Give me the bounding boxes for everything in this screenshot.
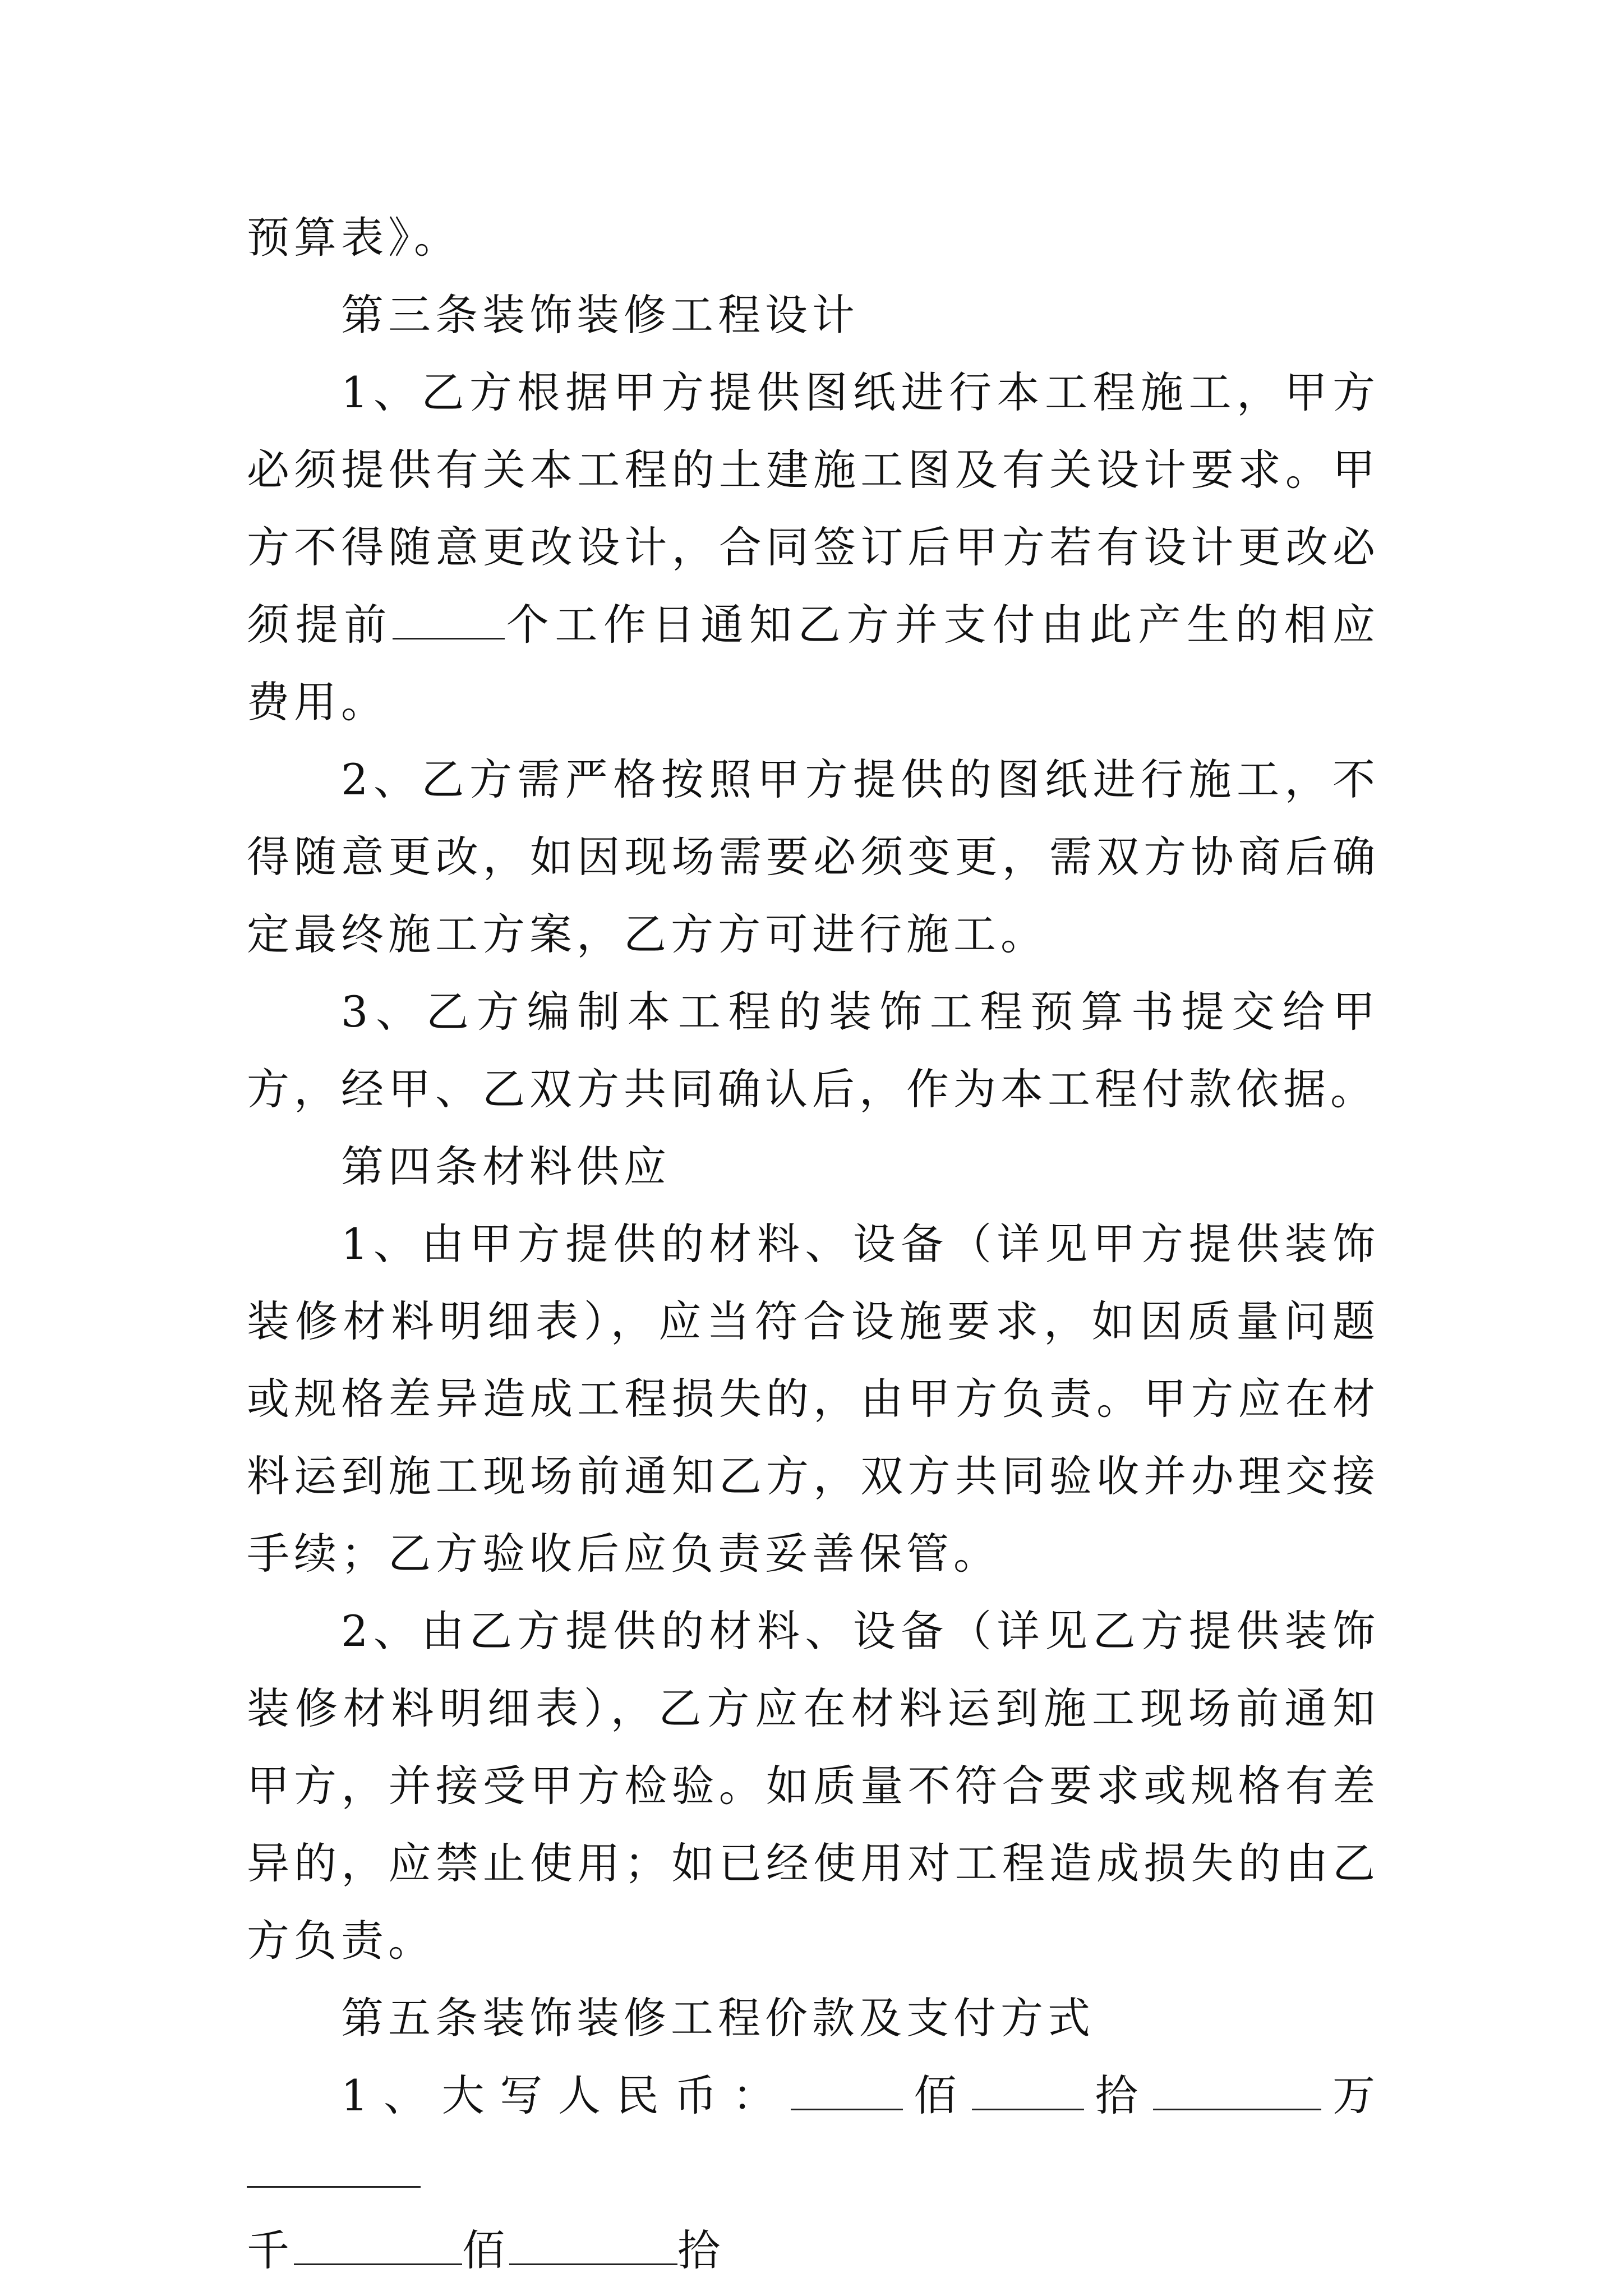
unit-bai-1: 佰 [902,2070,972,2120]
unit-wan: 万 [1321,2070,1380,2120]
article-3-heading: 第三条装饰装修工程设计 [341,290,859,340]
article-3-clause-1-text-a: 1、乙方根据甲方提供图纸进行本工程施工，甲方必须提供有关本工程的土建施工图及有关设计要求。甲方不得随意更改设计，合同签订后甲方若有设计更改必须提前 [247,367,1380,650]
article-5-heading: 第五条装饰装修工程价款及支付方式 [341,1993,1095,2043]
unit-shi-1: 拾 [1084,2070,1154,2120]
document-body [247,199,1380,2289]
article-3-clause-1 [247,354,1380,741]
article-3-clause-1-text-b: 个工作日通知乙方并支付由此产生的相应费用。 [247,600,1380,727]
blank-days [393,604,505,639]
article-5-clause-1-continued [247,2212,1380,2289]
article-3-clause-3: 3、乙方编制本工程的装饰工程预算书提交给甲方，经甲、乙双方共同确认后，作为本工程付款依据。 [247,987,1380,1114]
blank-ten-thousand [1153,2075,1321,2110]
paragraph-budget-table-end: 预算表》。 [247,213,461,263]
blank-thousand-lead [247,2152,421,2188]
blank-ten-million [972,2075,1084,2110]
article-4-clause-2: 2、由乙方提供的材料、设备（详见乙方提供装饰装修材料明细表），乙方应在材料运到施工现场前通知甲方，并接受甲方检验。如质量不符合要求或规格有差异的，应禁止使用；如已经使用对工程造成损失的由乙方负责。 [247,1606,1380,1966]
article-4-clause-1: 1、由甲方提供的材料、设备（详见甲方提供装饰装修材料明细表），应当符合设施要求，如因质量问题或规格差异造成工程损失的，由甲方负责。甲方应在材料运到施工现场前通知乙方，双方共同验收并办理交接手续；乙方验收后应负责妥善保管。 [247,1219,1380,1579]
article-5-clause-1 [247,2057,1380,2212]
blank-ten [509,2230,677,2265]
blank-hundred [294,2230,462,2265]
article-3-clause-2: 2、乙方需严格按照甲方提供的图纸进行施工，不得随意更改，如因现场需要必须变更，需双方协商后确定最终施工方案，乙方方可进行施工。 [247,754,1380,959]
unit-shi-2: 拾 [677,2225,725,2275]
article-4-heading: 第四条材料供应 [341,1142,671,1191]
unit-bai-2: 佰 [462,2225,509,2275]
blank-hundred-million [791,2075,903,2110]
unit-qian: 千 [247,2225,294,2275]
amount-label: 1、大写人民币： [341,2070,791,2120]
